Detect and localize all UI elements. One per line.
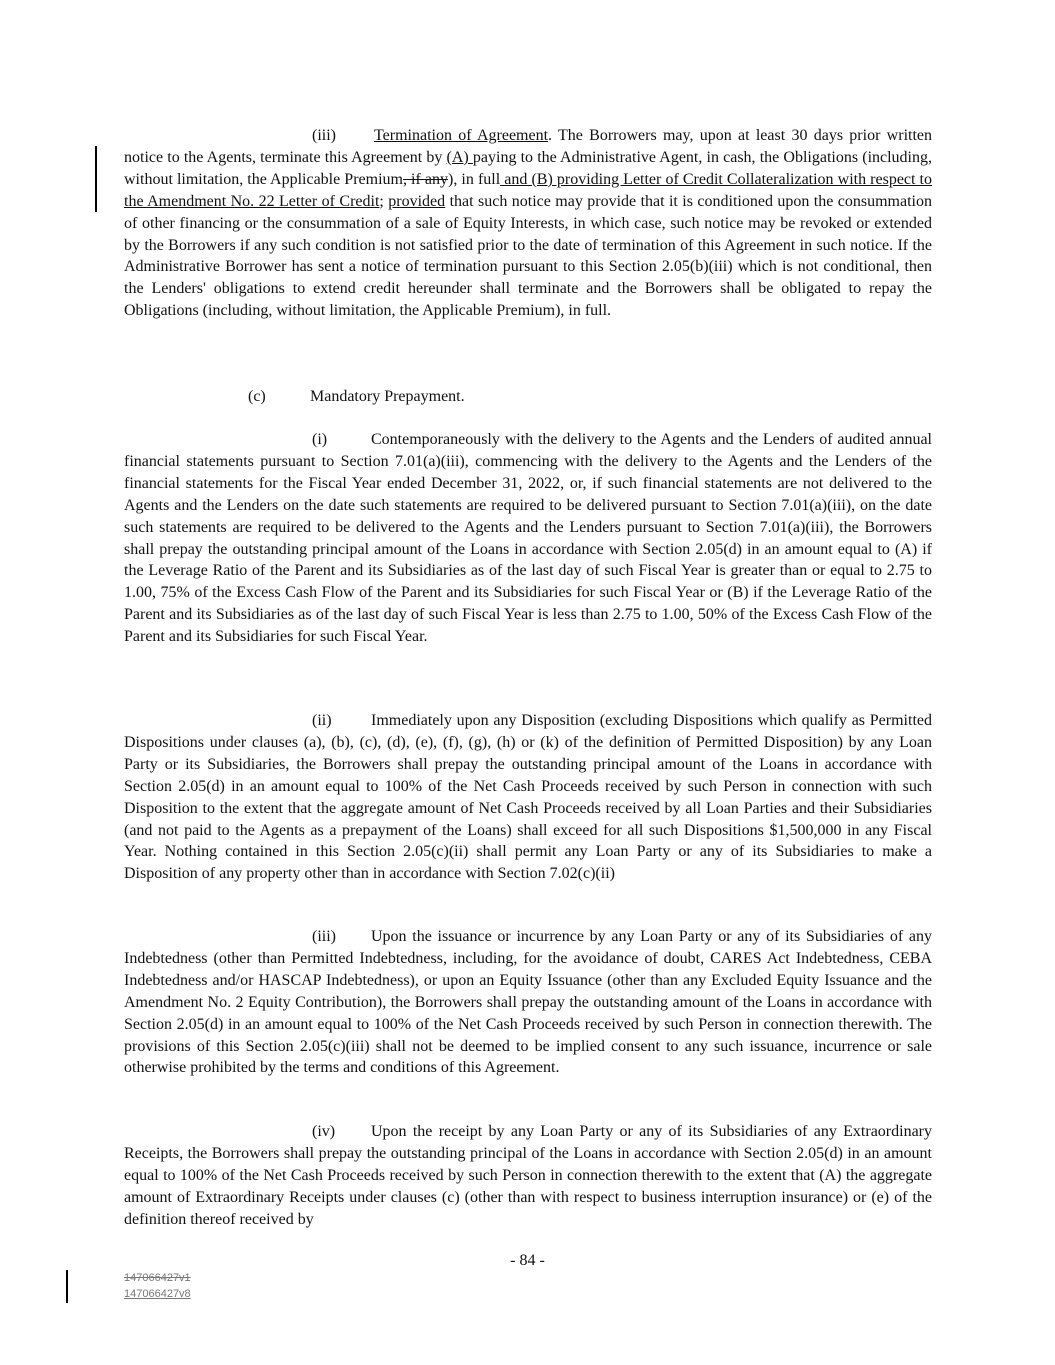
clause-text: Contemporaneously with the delivery to the Agents and the Lenders of audited annual financial statements pursuant to Section 7.01(a)(iii), commencing with the delivery to the Agents and the Lenders of the financial statements for the Fiscal Year ended December 31, 2022, or, if such financial statements are not delivered to the Agents and the Lenders on the date such statements are required to be delivered pursuant to Section 7.01(a)(iii), on the date such statements are required to be delivered to the Agents and the Lenders pursuant to Section 7.01(a)(iii), the Borrowers shall prepay the outstanding principal amount of the Loans in accordance with Section 2.05(d) in an amount equal to (A) if the Leverage Ratio of the Parent and its Subsidiaries as of the last day of such Fiscal Year is greater than or equal to 2.75 to 1.00, 75% of the Excess Cash Flow of the Parent and its Subsidiaries for such Fiscal Year or (B) if the Leverage Ratio of the Parent and its Subsidiaries as of the last day of such Fiscal Year is less than 2.75 to 1.00, 50% of the Excess Cash Flow of the Parent and its Subsidiaries for such Fiscal Year. bbox=[124, 431, 932, 646]
deleted-text: , if any bbox=[402, 170, 449, 188]
clause-text: . The Borrowers may, upon at least 30 days prior written notice to the Agents, terminate this Agreement by bbox=[124, 127, 933, 166]
clause-text: Immediately upon any Disposition (excluding Dispositions which qualify as Permitted Dispositions under clauses (a), (b), (c), (d), (e), (f), (g), (h) or (k) of the definition of Permitted Disposition) by any Loan Party or its Subsidiaries, the Borrowers shall prepay the outstanding principal amount of the Loans in accordance with Section 2.05(d) in an amount equal to 100% of the Net Cash Proceeds received by such Person in connection with such Disposition to the extent that the aggregate amount of Net Cash Proceeds received by all Loan Parties and their Subsidiaries (and not paid to the Agents as a prepayment of the Loans) shall exceed for all such Dispositions $1,500,000 in any Fiscal Year. Nothing contained in this Section 2.05(c)(ii) shall permit any Loan Party or any of its Subsidiaries to make a Disposition of any property other than in accordance with Section 7.02(c)(ii) bbox=[124, 712, 932, 883]
paragraph-termination-of-agreement bbox=[124, 125, 932, 322]
section-title-period: . bbox=[460, 388, 465, 405]
page-number: - 84 - bbox=[510, 1252, 545, 1269]
paragraph-c-ii bbox=[124, 710, 932, 885]
doc-id-old: 147066427v1 bbox=[124, 1272, 191, 1284]
clause-text: ; bbox=[379, 192, 389, 210]
clause-number: (iii) bbox=[312, 928, 336, 945]
section-heading-mandatory-prepayment bbox=[248, 386, 465, 408]
clause-number: (ii) bbox=[312, 712, 332, 729]
clause-number: (iii) bbox=[312, 127, 336, 144]
clause-text: Upon the issuance or incurrence by any Loan Party or any of its Subsidiaries of any Indebtedness (other than Permitted Indebtedness, including, for the avoidance of doubt, CARES Act Indebtedness, CEBA Indebtedness and/or HASCAP Indebtedness), or upon an Equity Issuance (other than any Excluded Equity Issuance and the Amendment No. 2 Equity Contribution), the Borrowers shall prepay the outstanding amount of the Loans in accordance with Section 2.05(d) in an amount equal to 100% of the Net Cash Proceeds received by such Person in connection therewith. The provisions of this Section 2.05(c)(iii) shall not be deemed to be implied consent to any such issuance, incurrence or sale otherwise prohibited by the terms and conditions of this Agreement. bbox=[124, 928, 932, 1077]
change-bar-footer bbox=[66, 1270, 68, 1303]
inserted-text: and (B) providing Letter of Credit Collateralization with respect to the Amendment No. 22 Letter of Credit bbox=[124, 170, 933, 210]
change-bar-termination bbox=[95, 146, 97, 212]
clause-number: (iv) bbox=[312, 1123, 336, 1140]
clause-text: that such notice may provide that it is conditioned upon the consummation of other financing or the consummation of a sale of Equity Interests, in which case, such notice may be revoked or extended by the Borrowers if any such condition is not satisfied prior to the date of termination of this Agreement in such notice. If the Administrative Borrower has sent a notice of termination pursuant to this Section 2.05(b)(iii) which is not conditional, then the Lenders' obligations to extend credit hereunder shall terminate and the Borrowers shall be obligated to repay the Obligations (including, without limitation, the Applicable Premium), in full. bbox=[124, 192, 932, 320]
doc-id-new: 147066427v8 bbox=[124, 1288, 191, 1300]
clause-heading: Termination of Agreement bbox=[374, 127, 549, 144]
paragraph-c-iii bbox=[124, 926, 932, 1079]
section-title: Mandatory Prepayment bbox=[310, 388, 461, 405]
provided-term: provided bbox=[388, 192, 446, 210]
section-number: (c) bbox=[248, 388, 266, 405]
clause-number: (i) bbox=[312, 431, 328, 448]
clause-text: ), in full bbox=[448, 170, 501, 188]
clause-text: paying to the Administrative Agent, in cash, the Obligations (including, without limitation, the Applicable Premium bbox=[124, 148, 932, 188]
inserted-text: (A) bbox=[446, 148, 473, 166]
paragraph-c-i bbox=[124, 429, 932, 648]
paragraph-c-iv bbox=[124, 1121, 932, 1231]
clause-text: Upon the receipt by any Loan Party or any of its Subsidiaries of any Extraordinary Receipts, the Borrowers shall prepay the outstanding principal of the Loans in accordance with Section 2.05(d) in an amount equal to 100% of the Net Cash Proceeds received by such Person in connection therewith to the extent that (A) the aggregate amount of Extraordinary Receipts under clauses (c) (other than with respect to business interruption insurance) or (e) of the definition thereof received by bbox=[124, 1123, 932, 1228]
